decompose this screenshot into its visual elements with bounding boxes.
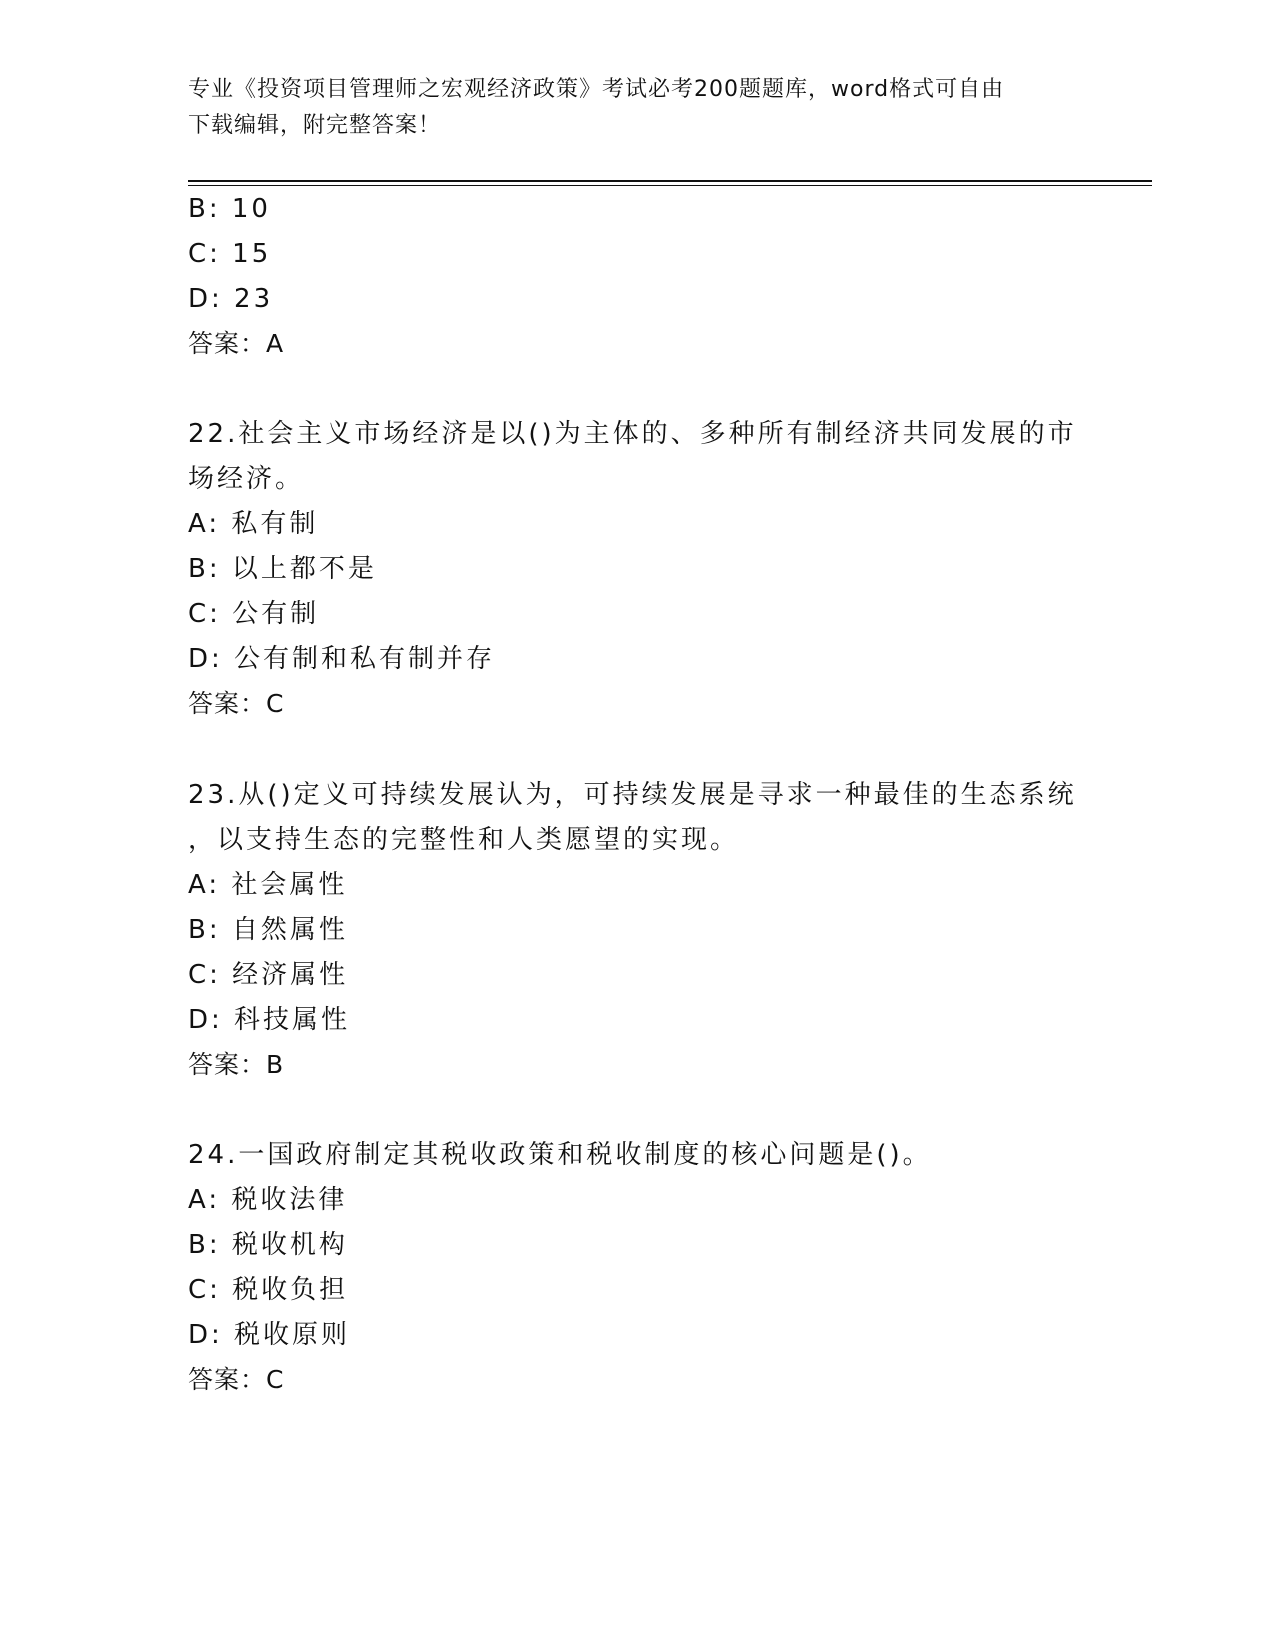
q24-option-c: C: 税收负担 bbox=[188, 1275, 349, 1305]
q24-option-d: D: 税收原则 bbox=[188, 1320, 351, 1350]
q21-option-c: C: 15 bbox=[188, 239, 272, 269]
q24-option-a: A: 税收法律 bbox=[188, 1185, 348, 1215]
header-line-1: 专业《投资项目管理师之宏观经济政策》考试必考200题题库，word格式可自由 bbox=[188, 77, 1005, 102]
q23-option-d: D: 科技属性 bbox=[188, 1005, 351, 1035]
q23-answer: 答案：B bbox=[188, 1050, 285, 1079]
header-line-2: 下载编辑，附完整答案！ bbox=[188, 113, 442, 138]
q22-answer: 答案：C bbox=[188, 689, 285, 718]
q23-option-a: A: 社会属性 bbox=[188, 870, 348, 900]
q22-stem-line-1: 22.社会主义市场经济是以()为主体的、多种所有制经济共同发展的市 bbox=[188, 419, 1077, 449]
document-header bbox=[188, 72, 1088, 144]
q21-option-d: D: 23 bbox=[188, 284, 274, 314]
q22-option-a: A: 私有制 bbox=[188, 509, 319, 539]
q23-stem-line-2: ，以支持生态的完整性和人类愿望的实现。 bbox=[188, 825, 740, 855]
header-divider-thin bbox=[188, 185, 1152, 186]
q22-option-c: C: 公有制 bbox=[188, 599, 320, 629]
q22-option-b: B: 以上都不是 bbox=[188, 554, 377, 584]
q21-answer: 答案：A bbox=[188, 329, 285, 358]
q24-option-b: B: 税收机构 bbox=[188, 1230, 348, 1260]
q23-stem-line-1: 23.从()定义可持续发展认为，可持续发展是寻求一种最佳的生态系统 bbox=[188, 780, 1077, 810]
q24-answer: 答案：C bbox=[188, 1365, 285, 1394]
q24-stem-line-1: 24.一国政府制定其税收政策和税收制度的核心问题是()。 bbox=[188, 1140, 932, 1170]
q22-stem-line-2: 场经济。 bbox=[188, 464, 305, 494]
header-divider-thick bbox=[188, 180, 1152, 182]
q23-option-c: C: 经济属性 bbox=[188, 960, 349, 990]
q23-option-b: B: 自然属性 bbox=[188, 915, 348, 945]
q21-option-b: B: 10 bbox=[188, 194, 271, 224]
q22-option-d: D: 公有制和私有制并存 bbox=[188, 644, 496, 674]
